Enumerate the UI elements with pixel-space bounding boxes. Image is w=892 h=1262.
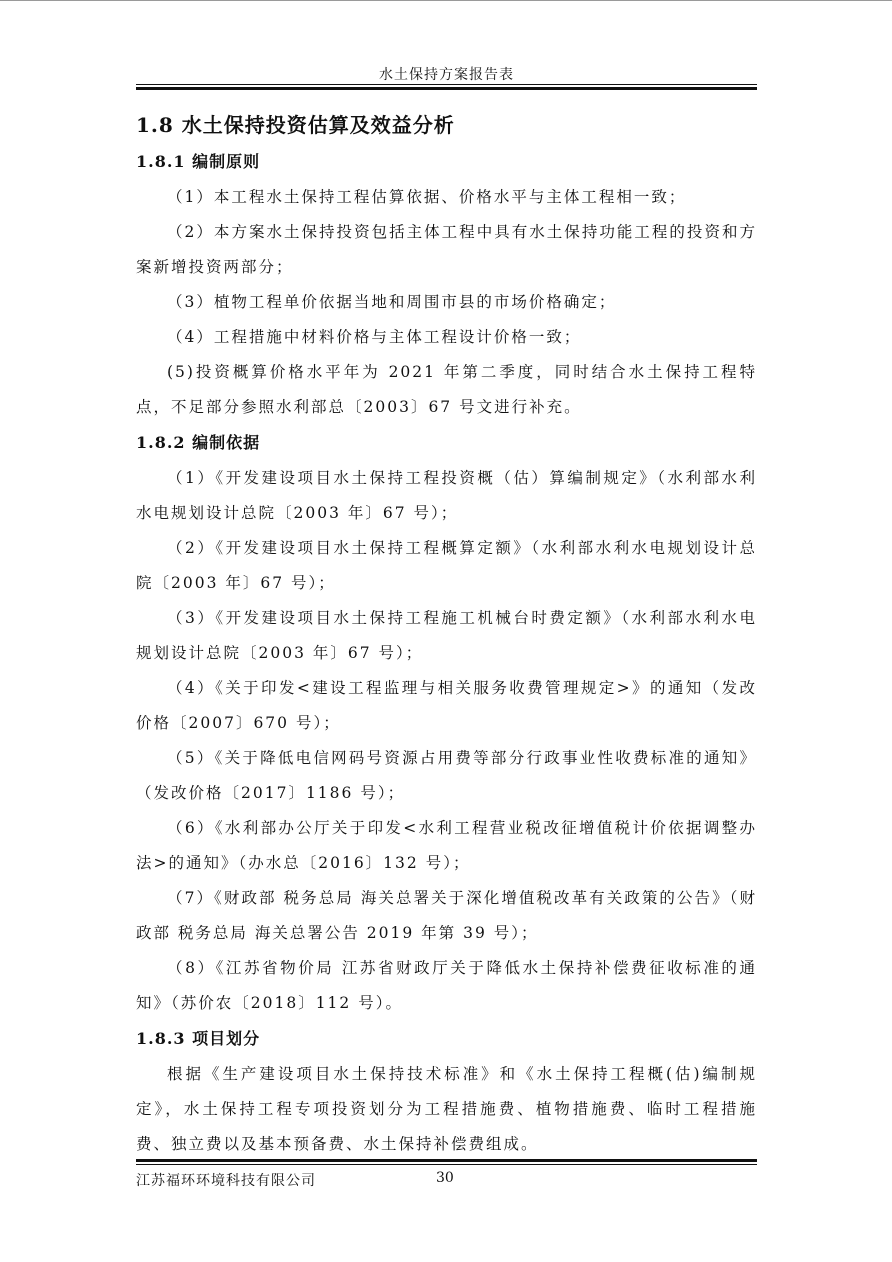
basis-item: （4）《关于印发<建设工程监理与相关服务收费管理规定>》的通知（发改价格〔2007〕670 号）； [136, 679, 757, 732]
principle-item: （3）植物工程单价依据当地和周围市县的市场价格确定； [167, 293, 617, 311]
page-number: 30 [436, 1170, 454, 1186]
basis-item: （7）《财政部 税务总局 海关总署关于深化增值税改革有关政策的公告》（财政部 税务总局 海关总署公告 2019 年第 39 号）； [136, 889, 757, 942]
principle-item: （2）本方案水土保持投资包括主体工程中具有水土保持功能工程的投资和方案新增投资两部分； [136, 223, 757, 276]
principle-item: （4）工程措施中材料价格与主体工程设计价格一致； [167, 328, 582, 346]
subsection-heading-principles: 1.8.1 编制原则 [136, 152, 261, 171]
subsection-heading-division: 1.8.3 项目划分 [136, 1029, 261, 1048]
division-paragraph: 根据《生产建设项目水土保持技术标准》和《水土保持工程概(估)编制规定》，水土保持工程专项投资划分为工程措施费、植物措施费、临时工程措施费、独立费以及基本预备费、水土保持补偿费组成。 [136, 1065, 757, 1153]
footer-rule-thick [136, 1159, 757, 1162]
basis-item: （3）《开发建设项目水土保持工程施工机械台时费定额》（水利部水利水电规划设计总院〔2003 年〕67 号）； [136, 609, 757, 662]
basis-item: （6）《水利部办公厅关于印发<水利工程营业税改征增值税计价依据调整办法>的通知》（办水总〔2016〕132 号）； [136, 819, 757, 872]
section-heading: 1.8 水土保持投资估算及效益分析 [136, 113, 455, 137]
page-top-edge [0, 0, 892, 1]
subsection-heading-basis: 1.8.2 编制依据 [136, 433, 261, 452]
basis-item: （8）《江苏省物价局 江苏省财政厅关于降低水土保持补偿费征收标准的通知》（苏价农〔2018〕112 号）。 [136, 959, 757, 1012]
principle-item: （1）本工程水土保持工程估算依据、价格水平与主体工程相一致； [167, 188, 687, 206]
footer-rule-thin [136, 1164, 757, 1165]
page-body [136, 106, 757, 1162]
basis-item: （1）《开发建设项目水土保持工程投资概（估）算编制规定》（水利部水利水电规划设计总院〔2003 年〕67 号）； [136, 469, 757, 522]
header-rule-thin [136, 84, 757, 85]
principle-item: (5)投资概算价格水平年为 2021 年第二季度，同时结合水土保持工程特点，不足部分参照水利部总〔2003〕67 号文进行补充。 [136, 363, 757, 416]
running-header: 水土保持方案报告表 [379, 67, 514, 83]
footer-company-name: 江苏福环环境科技有限公司 [136, 1173, 316, 1189]
header-rule-thick [136, 87, 757, 90]
basis-item: （5）《关于降低电信网码号资源占用费等部分行政事业性收费标准的通知》（发改价格〔2017〕1186 号）； [136, 749, 757, 802]
basis-item: （2）《开发建设项目水土保持工程概算定额》（水利部水利水电规划设计总院〔2003 年〕67 号）； [136, 539, 757, 592]
